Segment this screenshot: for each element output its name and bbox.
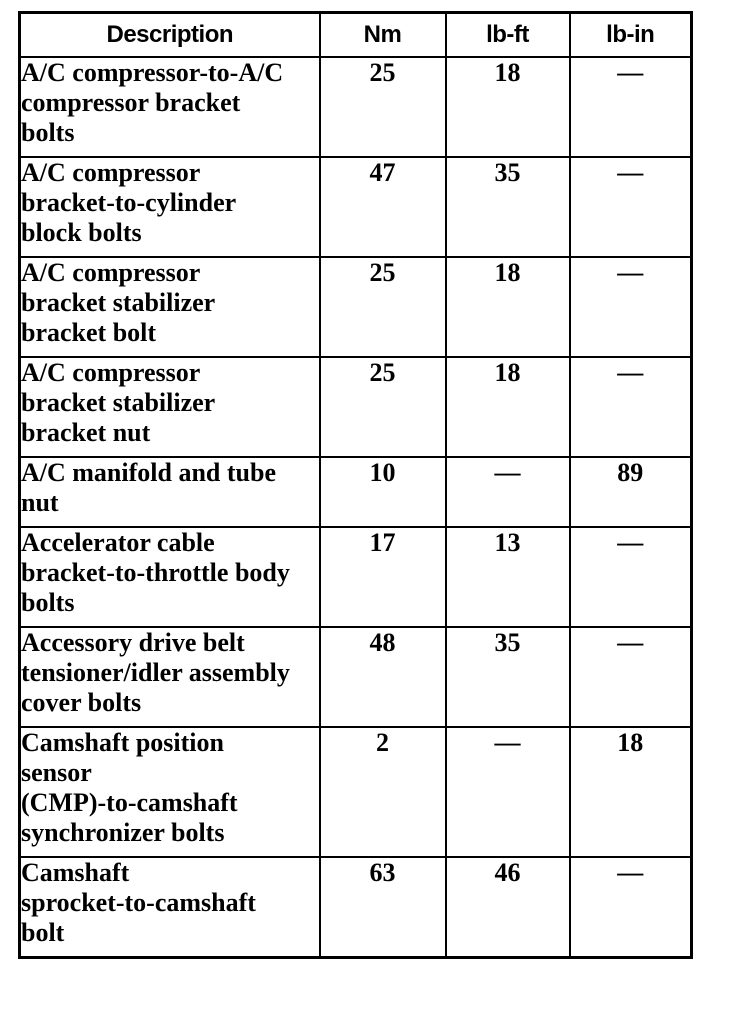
cell-description: A/C compressor bracket stabilizer bracket nut [20, 357, 320, 457]
cell-lbft: 35 [446, 157, 570, 257]
cell-nm: 47 [320, 157, 446, 257]
cell-lbft: 13 [446, 527, 570, 627]
table-row [20, 527, 692, 627]
table-row [20, 357, 692, 457]
cell-lbft: 46 [446, 857, 570, 958]
cell-description: A/C compressor-to-A/C compressor bracket bolts [20, 57, 320, 157]
cell-lbft: — [446, 727, 570, 857]
cell-lbin: — [570, 627, 692, 727]
cell-description: A/C compressor bracket-to-cylinder block bolts [20, 157, 320, 257]
cell-lbin: — [570, 357, 692, 457]
cell-lbft: 18 [446, 57, 570, 157]
table-row [20, 857, 692, 958]
cell-lbin: — [570, 857, 692, 958]
cell-lbin: — [570, 527, 692, 627]
cell-lbft: — [446, 457, 570, 527]
cell-nm: 25 [320, 257, 446, 357]
header-row [20, 13, 692, 58]
cell-lbft: 18 [446, 257, 570, 357]
cell-nm: 10 [320, 457, 446, 527]
cell-nm: 25 [320, 57, 446, 157]
table-row [20, 457, 692, 527]
cell-description: A/C compressor bracket stabilizer bracket bolt [20, 257, 320, 357]
header-lbft: lb-ft [446, 13, 570, 58]
cell-lbft: 18 [446, 357, 570, 457]
header-lbin: lb-in [570, 13, 692, 58]
cell-description: A/C manifold and tube nut [20, 457, 320, 527]
table-row [20, 257, 692, 357]
cell-lbin: — [570, 157, 692, 257]
cell-lbin: 18 [570, 727, 692, 857]
cell-description: Accessory drive belt tensioner/idler assembly cover bolts [20, 627, 320, 727]
cell-lbin: 89 [570, 457, 692, 527]
table-row [20, 57, 692, 157]
cell-nm: 48 [320, 627, 446, 727]
cell-nm: 63 [320, 857, 446, 958]
cell-lbft: 35 [446, 627, 570, 727]
cell-nm: 2 [320, 727, 446, 857]
header-nm: Nm [320, 13, 446, 58]
table-row [20, 627, 692, 727]
cell-description: Accelerator cable bracket-to-throttle body bolts [20, 527, 320, 627]
cell-description: Camshaft position sensor (CMP)-to-camshaft synchronizer bolts [20, 727, 320, 857]
table-row [20, 727, 692, 857]
table-row [20, 157, 692, 257]
cell-nm: 17 [320, 527, 446, 627]
cell-description: Camshaft sprocket-to-camshaft bolt [20, 857, 320, 958]
cell-lbin: — [570, 257, 692, 357]
torque-specifications-table [18, 11, 693, 959]
header-description: Description [20, 13, 320, 58]
cell-nm: 25 [320, 357, 446, 457]
cell-lbin: — [570, 57, 692, 157]
